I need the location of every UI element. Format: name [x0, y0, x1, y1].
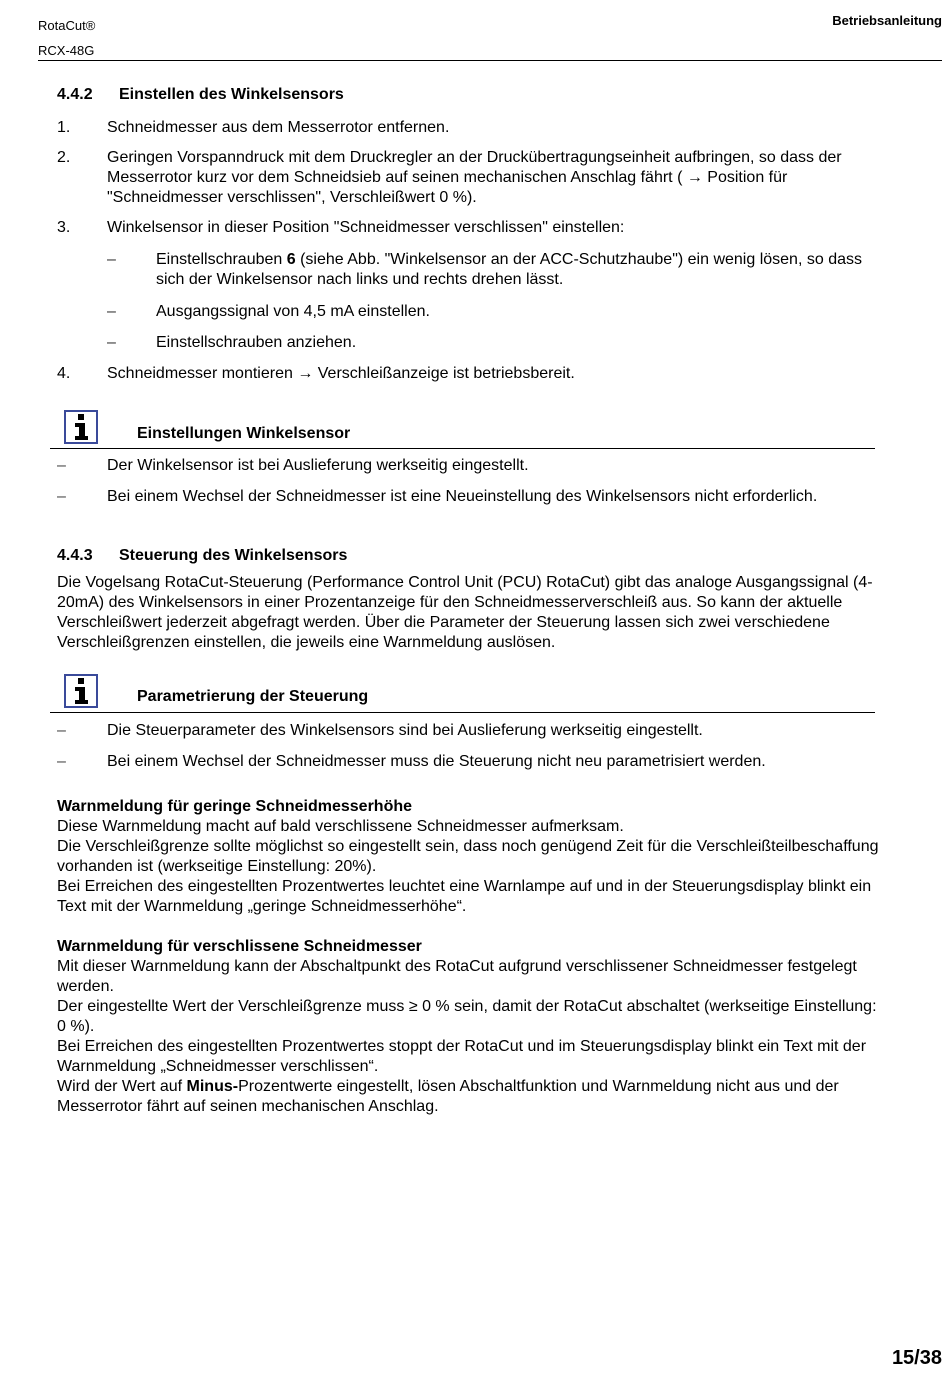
info-list-item [57, 721, 887, 741]
page-number: 15/38 [891, 1347, 942, 1369]
section-title: Steuerung des Winkelsensors [119, 547, 348, 564]
info-title: Einstellungen Winkelsensor [137, 425, 351, 442]
info-glyph-icon [70, 677, 92, 705]
info-list-text: Bei einem Wechsel der Schneidmesser muss die Steuerung nicht neu parametrisiert werden. [107, 753, 766, 770]
sub-list-text: Ausgangssignal von 4,5 mA einstellen. [156, 303, 430, 320]
info-title: Parametrierung der Steuerung [137, 688, 369, 705]
warning-line: Diese Warnmeldung macht auf bald verschlissene Schneidmesser aufmerksam. [57, 818, 624, 835]
model-name: RCX-48G [38, 43, 95, 58]
sub-list-text: Einstellschrauben 6 (siehe Abb. "Winkelsensor an der ACC-Schutzhaube") ein wenig lösen, so dass sich der Winkelsensor nach links und rechts drehen lässt. [156, 251, 862, 288]
list-item [57, 118, 887, 138]
sub-list-item [57, 302, 887, 322]
product-name: RotaCut® [38, 18, 96, 33]
list-number: 4. [57, 365, 71, 382]
info-list-item [57, 456, 887, 476]
warning-line: Der eingestellte Wert der Verschleißgrenze muss ≥ 0 % sein, damit der RotaCut abschaltet (werkseitige Einstellung: 0 %). [57, 998, 877, 1035]
dash-marker: – [107, 303, 116, 320]
list-item [57, 148, 887, 208]
section-heading-4-4-2 [57, 85, 344, 105]
list-number: 1. [57, 119, 71, 136]
section-heading-4-4-3 [57, 546, 347, 566]
section-number: 4.4.2 [57, 86, 93, 103]
info-icon [64, 410, 98, 444]
warning-line: Bei Erreichen des eingestellten Prozentwertes stoppt der RotaCut und im Steuerungsdisplay blinkt ein Text mit der Warnmeldung „Schneidmesser verschlissen“. [57, 1038, 867, 1075]
info-icon [64, 674, 98, 708]
page-header-left [38, 13, 95, 63]
header-divider [38, 60, 942, 61]
list-text: Schneidmesser montieren → Verschleißanzeige ist betriebsbereit. [107, 365, 575, 382]
list-number: 3. [57, 219, 71, 236]
info-divider [50, 712, 875, 713]
info-list-item [57, 487, 887, 507]
dash-marker: – [107, 334, 116, 351]
dash-marker: – [107, 251, 116, 268]
section-number: 4.4.3 [57, 547, 93, 564]
section-title: Einstellen des Winkelsensors [119, 86, 344, 103]
list-text: Winkelsensor in dieser Position "Schneidmesser verschlissen" einstellen: [107, 219, 625, 236]
info-list-text: Die Steuerparameter des Winkelsensors sind bei Auslieferung werkseitig eingestellt. [107, 722, 703, 739]
warning-line: Mit dieser Warnmeldung kann der Abschaltpunkt des RotaCut aufgrund verschlissener Schneidmesser festgelegt werden. [57, 958, 857, 995]
warning-block-worn-blades [57, 937, 887, 1117]
dash-marker: – [57, 722, 66, 739]
warning-line: Wird der Wert auf Minus-Prozentwerte eingestellt, lösen Abschaltfunktion und Warnmeldung nicht aus und der Messerrotor fährt auf seinen mechanischen Anschlag. [57, 1078, 839, 1115]
dash-marker: – [57, 488, 66, 505]
info-list-text: Bei einem Wechsel der Schneidmesser ist eine Neueinstellung des Winkelsensors nicht erforderlich. [107, 488, 818, 505]
warning-line: Die Verschleißgrenze sollte möglichst so eingestellt sein, dass noch genügend Zeit für die Verschleißteilbeschaffung vorhanden ist (werkseitige Einstellung: 20%). [57, 838, 879, 875]
info-list-text: Der Winkelsensor ist bei Auslieferung werkseitig eingestellt. [107, 457, 529, 474]
info-list-item [57, 752, 887, 772]
list-number: 2. [57, 149, 71, 166]
info-divider [50, 448, 875, 449]
warning-title: Warnmeldung für geringe Schneidmesserhöhe [57, 798, 413, 815]
dash-marker: – [57, 753, 66, 770]
sub-list-item [57, 333, 887, 353]
info-glyph-icon [70, 413, 92, 441]
warning-line: Bei Erreichen des eingestellten Prozentwertes leuchtet eine Warnlampe auf und in der Steuerungsdisplay blinkt ein Text mit der Warnmeldung „geringe Schneidmesserhöhe“. [57, 878, 872, 915]
warning-title: Warnmeldung für verschlissene Schneidmesser [57, 938, 422, 955]
list-item [57, 364, 887, 384]
list-text: Geringen Vorspanndruck mit dem Druckregler an der Druckübertragungseinheit aufbringen, so dass der Messerrotor kurz vor dem Schneidsieb auf seinen mechanischen Anschlag fährt ( → Position für "Schneidmesser verschlissen", Verschleißwert 0 %). [107, 149, 842, 206]
sub-list-text: Einstellschrauben anziehen. [156, 334, 357, 351]
list-item [57, 218, 887, 238]
warning-block-low-height [57, 797, 887, 917]
sub-list-item [57, 250, 887, 290]
document-type: Betriebsanleitung [832, 13, 942, 28]
paragraph: Die Vogelsang RotaCut-Steuerung (Performance Control Unit (PCU) RotaCut) gibt das analoge Ausgangssignal (4-20mA) des Winkelsensors in einer Prozentanzeige für den Schneidmesserverschleiß aus. So kann der aktuelle Verschleißwert jederzeit abgefragt werden. Über die Parameter der Steuerung lassen sich zwei verschiedene Verschleißgrenzen einstellen, die jeweils eine Warnmeldung auslösen. [57, 574, 873, 651]
dash-marker: – [57, 457, 66, 474]
list-text: Schneidmesser aus dem Messerrotor entfernen. [107, 119, 450, 136]
